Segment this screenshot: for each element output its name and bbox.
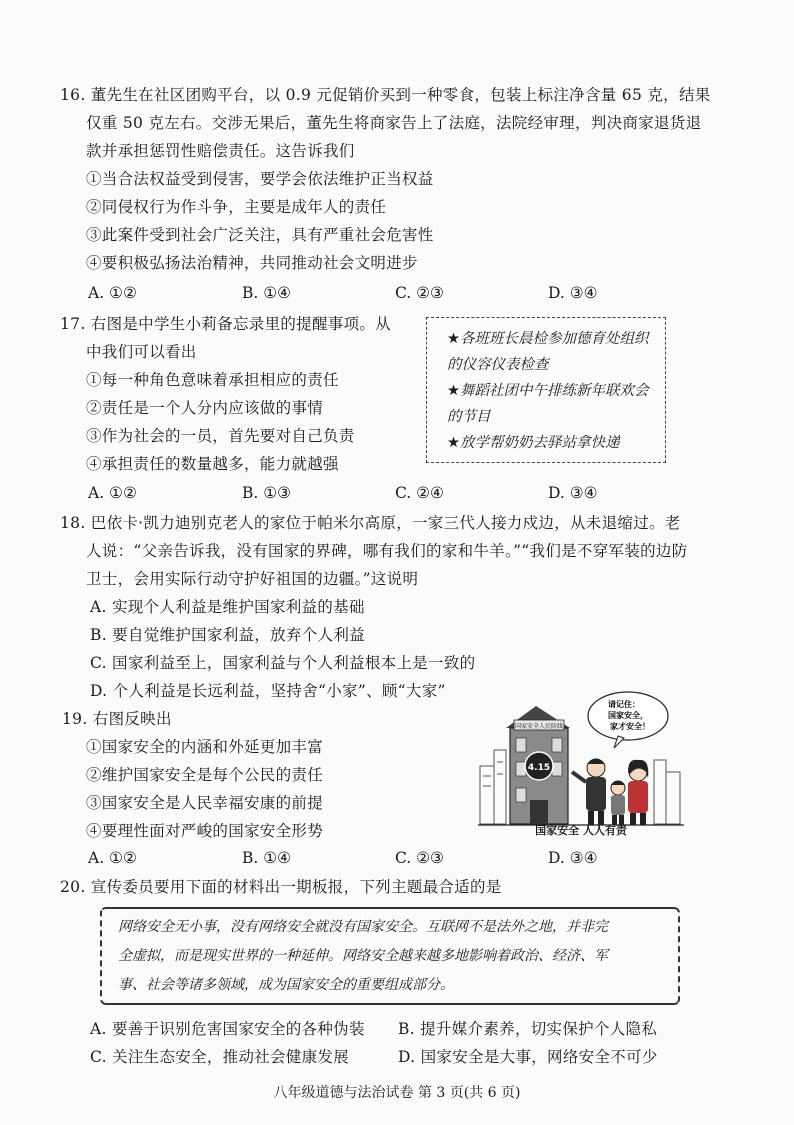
- q19-statement-2: ②维护国家安全是每个公民的责任: [86, 766, 324, 784]
- cartoon-caption: 国家安全 人人有责: [535, 824, 627, 837]
- q16-option-c[interactable]: C. ②③: [395, 284, 444, 302]
- q17-statement-3: ③作为社会的一员，首先要对自己负责: [86, 427, 355, 445]
- q19-stem: 19. 右图反映出: [62, 710, 172, 728]
- q17-statement-1: ①每一种角色意味着承担相应的责任: [86, 371, 339, 389]
- q18-choice-a[interactable]: A. 实现个人利益是维护国家利益的基础: [90, 598, 365, 616]
- q19-option-a[interactable]: A. ①②: [88, 849, 137, 867]
- q20-material-line-1: 网络安全无小事，没有网络安全就没有国家安全。互联网不是法外之地，并非完: [118, 919, 608, 935]
- q20-material-line-2: 全虚拟，而是现实世界的一种延伸。网络安全越来越多地影响着政治、经济、军: [118, 948, 608, 964]
- q20-material-box: [100, 907, 680, 1005]
- q18-stem-line-3: 卫士，会用实际行动守护好祖国的边疆。”这说明: [86, 570, 419, 588]
- q20-choice-a[interactable]: A. 要善于识别危害国家安全的各种伪装: [90, 1020, 365, 1038]
- speech-line-1: 请记住：: [608, 700, 640, 709]
- q16-option-b[interactable]: B. ①④: [242, 284, 292, 302]
- q19-option-b[interactable]: B. ①④: [242, 849, 292, 867]
- page-footer: 八年级道德与法治试卷 第 3 页(共 6 页): [273, 1085, 521, 1101]
- q18-choice-d[interactable]: D. 个人利益是长远利益，坚持舍“小家”、顾“大家”: [90, 682, 446, 700]
- q20-choice-d[interactable]: D. 国家安全是大事，网络安全不可少: [398, 1048, 658, 1066]
- q16-statement-3: ③此案件受到社会广泛关注，具有严重社会危害性: [86, 226, 434, 244]
- building-sign: 国家安全人民防线: [514, 723, 564, 730]
- q16-statement-2: ②同侵权行为作斗争，主要是成年人的责任: [86, 198, 387, 216]
- q19-statement-3: ③国家安全是人民幸福安康的前提: [86, 794, 324, 812]
- q17-option-c[interactable]: C. ②④: [395, 484, 444, 502]
- national-security-cartoon: [478, 688, 684, 838]
- q18-stem-line-2: 人说：“父亲告诉我，没有国家的界碑，哪有我们的家和牛羊。”“我们是不穿军装的边防: [86, 542, 688, 560]
- q16-stem-line-2: 仅重 50 克左右。交涉无果后，董先生将商家告上了法庭，法院经审理，判决商家退货退: [86, 114, 702, 132]
- q17-stem-line-1: 17. 右图是中学生小莉备忘录里的提醒事项。从: [60, 315, 391, 333]
- q16-statement-1: ①当合法权益受到侵害，要学会依法维护正当权益: [86, 170, 434, 188]
- q17-option-a[interactable]: A. ①②: [88, 484, 137, 502]
- q17-statement-2: ②责任是一个人分内应该做的事情: [86, 399, 324, 417]
- q17-stem-line-2: 中我们可以看出: [86, 343, 197, 361]
- q17-option-d[interactable]: D. ③④: [548, 484, 598, 502]
- q16-option-a[interactable]: A. ①②: [88, 284, 137, 302]
- q19-statement-4: ④要理性面对严峻的国家安全形势: [86, 822, 324, 840]
- memo-box: [426, 317, 666, 463]
- q19-option-c[interactable]: C. ②③: [395, 849, 444, 867]
- speech-line-3: 家才安全！: [610, 722, 650, 731]
- q17-statement-4: ④承担责任的数量越多，能力就越强: [86, 455, 339, 473]
- family-figures-icon: [572, 759, 648, 825]
- q20-material-line-3: 事、社会等诸多领域，成为国家安全的重要组成部分。: [118, 977, 454, 993]
- speech-bubble: [588, 692, 668, 748]
- q20-choice-b[interactable]: B. 提升媒介素养，切实保护个人隐私: [398, 1020, 658, 1038]
- q19-statement-1: ①国家安全的内涵和外延更加丰富: [86, 738, 324, 756]
- q19-option-d[interactable]: D. ③④: [548, 849, 598, 867]
- q20-choice-c[interactable]: C. 关注生态安全，推动社会健康发展: [90, 1048, 350, 1066]
- memo-item-3: ★放学帮奶奶去驿站拿快递: [447, 435, 620, 451]
- memo-item-2: ★舞蹈社团中午排练新年联欢会的节目: [447, 383, 649, 425]
- q18-choice-c[interactable]: C. 国家利益至上，国家利益与个人利益根本上是一致的: [90, 654, 476, 672]
- q20-stem: 20. 宣传委员要用下面的材料出一期板报，下列主题最合适的是: [60, 878, 502, 896]
- speech-line-2: 国家安全，: [608, 711, 648, 720]
- q17-option-b[interactable]: B. ①③: [242, 484, 292, 502]
- memo-item-1: ★各班班长晨检参加德育处组织的仪容仪表检查: [447, 331, 649, 373]
- q16-option-d[interactable]: D. ③④: [548, 284, 598, 302]
- q16-statement-4: ④要积极弘扬法治精神，共同推动社会文明进步: [86, 254, 418, 272]
- building-icon: [506, 706, 570, 824]
- q18-stem-line-1: 18. 巴依卡·凯力迪别克老人的家位于帕米尔高原，一家三代人接力戍边，从未退缩过。老: [60, 514, 681, 532]
- q18-choice-b[interactable]: B. 要自觉维护国家利益，放弃个人利益: [90, 626, 365, 644]
- q16-stem-line-3: 款并承担惩罚性赔偿责任。这告诉我们: [86, 142, 355, 160]
- badge-date: 4.15: [527, 763, 551, 773]
- q16-stem-line-1: 16. 董先生在社区团购平台，以 0.9 元促销价买到一种零食，包装上标注净含量 65 克，结果: [60, 86, 711, 104]
